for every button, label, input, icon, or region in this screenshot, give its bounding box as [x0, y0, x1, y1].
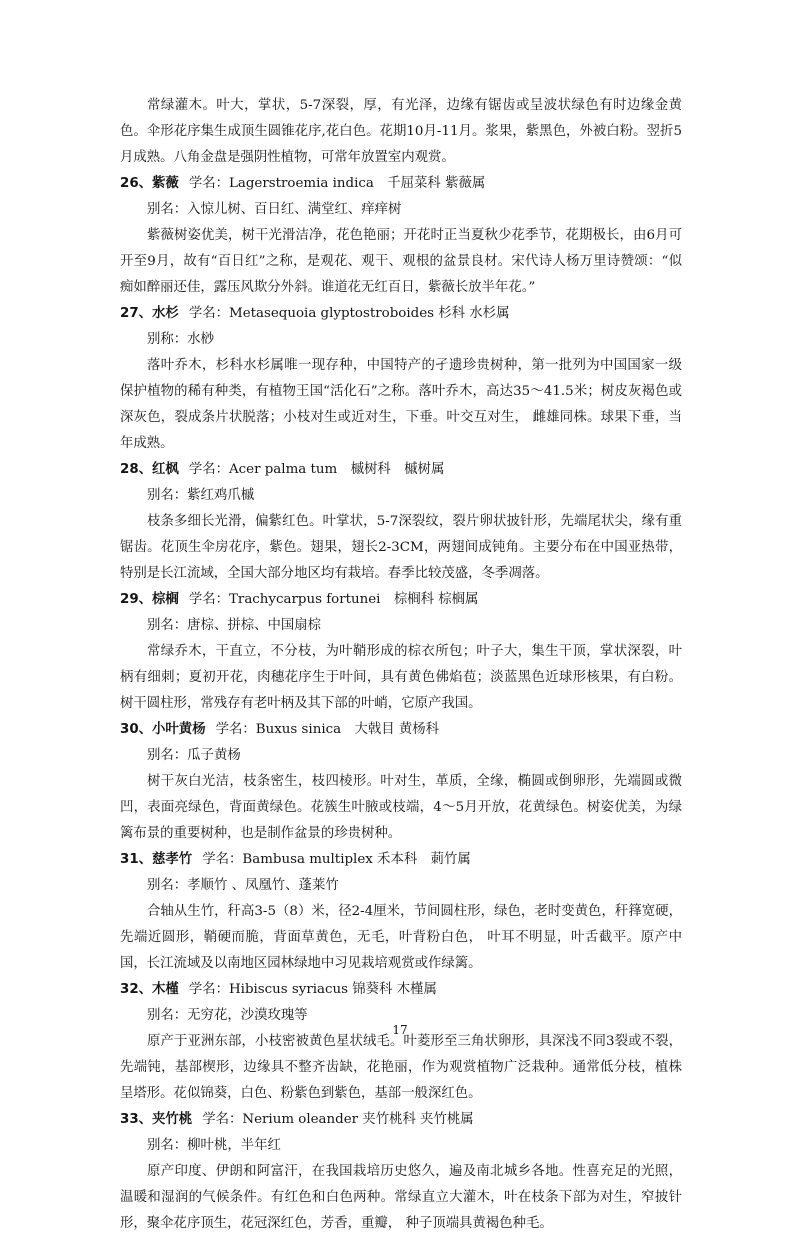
- entry-26: [120, 171, 682, 301]
- scientific-name: 学名：Acer palma tum 槭树科 槭树属: [188, 462, 445, 477]
- entry-title: 30、小叶黄杨: [120, 722, 206, 737]
- entry-title: 26、紫薇: [120, 176, 179, 191]
- scientific-name: 学名：Lagerstroemia indica 千屈菜科 紫薇属: [188, 176, 486, 191]
- entry-heading-line: [120, 587, 682, 613]
- scientific-name: 学名：Nerium oleander 夹竹桃科 夹竹桃属: [202, 1112, 474, 1127]
- document-body: [120, 93, 682, 1237]
- entry-32: [120, 977, 682, 1107]
- alias-line: 别称：水桫: [147, 332, 214, 347]
- alias-line: 别名：孝顺竹 、凤凰竹、蓬莱竹: [147, 878, 339, 893]
- entry-heading-line: [120, 171, 682, 197]
- entry-heading-line: [120, 457, 682, 483]
- entry-description: 树干灰白光洁，枝条密生，枝四棱形。叶对生，革质，全缘，椭圆或倒卵形，先端圆或微凹，表面亮绿色，背面黄绿色。花簇生叶腋或枝端，4～5月开放，花黄绿色。树姿优美，为绿篱布景的重要树种，也是制作盆景的珍贵树种。: [120, 774, 682, 841]
- entry-30: [120, 717, 682, 847]
- alias-line: 别名：入惊儿树、百日红、满堂红、痒痒树: [147, 202, 402, 217]
- page-number: 17: [392, 1023, 408, 1037]
- entry-heading-line: [120, 847, 682, 873]
- entry-description: 原产印度、伊朗和阿富汗，在我国栽培历史悠久，遍及南北城乡各地。性喜充足的光照，温暖和湿润的气候条件。有红色和白色两种。常绿直立大灌木，叶在枝条下部为对生，窄披针形，聚伞花序顶生，花冠深红色，芳香，重瓣， 种子顶端具黄褐色种毛。: [120, 1164, 682, 1231]
- alias-line: 别名：瓜子黄杨: [147, 748, 241, 763]
- entry-title: 27、水杉: [120, 306, 179, 321]
- entry-description: 枝条多细长光滑，偏紫红色。叶掌状，5-7深裂纹，裂片卵状披针形，先端尾状尖，缘有重锯齿。花顶生伞房花序，紫色。翅果，翅长2-3CM，两翅间成钝角。主要分布在中国亚热带，特别是长江流域，全国大部分地区均有栽培。春季比较茂盛，冬季凋落。: [120, 514, 682, 581]
- alias-line: 别名：紫红鸡爪槭: [147, 488, 255, 503]
- entry-description: 紫薇树姿优美，树干光滑洁净，花色艳丽；开花时正当夏秋少花季节，花期极长，由6月可开至9月，故有“百日红”之称，是观花、观干、观根的盆景良材。宋代诗人杨万里诗赞颂：“似痴如醉丽还佳，露压风欺分外斜。谁道花无红百日，紫薇长放半年花。”: [120, 228, 682, 295]
- scientific-name: 学名：Trachycarpus fortunei 棕榈科 棕榈属: [188, 592, 479, 607]
- alias-line: 别名：柳叶桃，半年红: [147, 1138, 281, 1153]
- entry-description: 合轴从生竹，秆高3-5（8）米，径2-4厘米，节间圆柱形，绿色，老时变黄色，秆箨宽硬，先端近圆形，鞘硬而脆，背面草黄色，无毛，叶背粉白色， 叶耳不明显，叶舌截平。原产中国，长江流域及以南地区园林绿地中习见栽培观赏或作绿篱。: [120, 904, 682, 971]
- entry-description: 原产于亚洲东部，小枝密被黄色星状绒毛。叶菱形至三角状卵形，具深浅不同3裂或不裂，先端钝，基部楔形，边缘具不整齐齿缺，花艳丽，作为观赏植物广泛栽种。通常低分枝，植株呈塔形。花似锦葵，白色、粉紫色到紫色，基部一般深红色。: [120, 1034, 682, 1101]
- alias-line: 别名：唐棕、拼棕、中国扇棕: [147, 618, 322, 633]
- entry-description: 常绿乔木，干直立，不分枝，为叶鞘形成的棕衣所包；叶子大，集生干顶，掌状深裂，叶柄有细刺；夏初开花，肉穗花序生于叶间，具有黄色佛焰苞；淡蓝黑色近球形核果，有白粉。树干圆柱形，常残存有老叶柄及其下部的叶峭，它原产我国。: [120, 644, 682, 711]
- entry-title: 32、木槿: [120, 982, 179, 997]
- entry-29: [120, 587, 682, 717]
- intro-paragraph: 常绿灌木。叶大，掌状，5-7深裂，厚，有光泽，边缘有锯齿或呈波状绿色有时边缘金黄色。伞形花序集生成顶生圆锥花序,花白色。花期10月-11月。浆果，紫黑色，外被白粉。翌折5月成熟。八角金盘是强阴性植物，可常年放置室内观赏。: [120, 98, 682, 165]
- entry-heading-line: [120, 717, 682, 743]
- entry-title: 31、慈孝竹: [120, 852, 193, 867]
- entry-title: 33、夹竹桃: [120, 1112, 193, 1127]
- entry-heading-line: [120, 977, 682, 1003]
- entry-27: [120, 301, 682, 457]
- entry-description: 落叶乔木，杉科水杉属唯一现存种，中国特产的孑遗珍贵树种，第一批列为中国国家一级保护植物的稀有种类，有植物王国“活化石”之称。落叶乔木，高达35～41.5米；树皮灰褐色或深灰色，裂成条片状脱落；小枝对生或近对生，下垂。叶交互对生， 雌雄同株。球果下垂，当年成熟。: [120, 358, 682, 451]
- scientific-name: 学名：Metasequoia glyptostroboides 杉科 水杉属: [188, 306, 510, 321]
- scientific-name: 学名：Hibiscus syriacus 锦葵科 木槿属: [188, 982, 437, 997]
- alias-line: 别名：无穷花，沙漠玫瑰等: [147, 1008, 308, 1023]
- entry-28: [120, 457, 682, 587]
- entry-heading-line: [120, 301, 682, 327]
- entry-33: [120, 1107, 682, 1237]
- entry-heading-line: [120, 1107, 682, 1133]
- scientific-name: 学名：Buxus sinica 大戟目 黄杨科: [215, 722, 440, 737]
- entry-title: 29、棕榈: [120, 592, 179, 607]
- entry-title: 28、红枫: [120, 462, 179, 477]
- entry-31: [120, 847, 682, 977]
- scientific-name: 学名：Bambusa multiplex 禾本科 莿竹属: [202, 852, 471, 867]
